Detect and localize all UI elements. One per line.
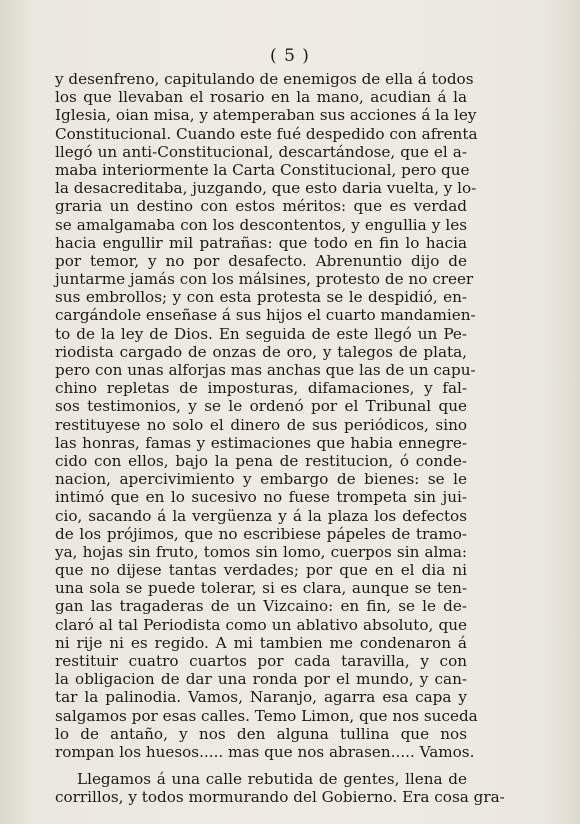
text-line: sus embrollos; y con esta protesta se le despidió, en-	[55, 288, 467, 307]
text-line: intimó que en lo sucesivo no fuese trompeta sin jui-	[55, 488, 467, 507]
text-line: gan las tragaderas de un Vizcaino: en fin, se le de-	[55, 597, 467, 616]
text-line: tar la palinodia. Vamos, Naranjo, agarra esa capa y	[55, 688, 467, 707]
text-line: chino repletas de imposturas, difamaciones, y fal-	[55, 379, 467, 398]
text-line: la desacreditaba, juzgando, que esto daria vuelta, y lo-	[55, 179, 477, 198]
text-line: ni rije ni es regido. A mi tambien me condenaron á	[55, 633, 467, 652]
text-line: y desenfreno, capitulando de enemigos de ella á todos	[55, 70, 474, 88]
text-line: juntarme jamás con los málsines, protesto de no creer	[55, 270, 474, 289]
text-line: nacion, apercivimiento y embargo de bienes: se le	[55, 470, 467, 489]
text-line: claró al tal Periodista como un ablativo absoluto, que	[55, 615, 467, 634]
page-number: ( 5 )	[270, 46, 310, 66]
text-line: sos testimonios, y se le ordenó por el Tribunal que	[55, 397, 467, 416]
text-line: cido con ellos, bajo la pena de restitucion, ó conde-	[55, 451, 467, 470]
text-line: pero con unas alforjas mas anchas que las de un capu-	[55, 361, 476, 379]
text-line: rompan los huesos..... mas que nos abrasen..... Vamos.	[55, 742, 475, 761]
text-line: Constitucional. Cuando este fué despedido con afrenta	[55, 124, 478, 143]
text-line: to de la ley de Dios. En seguida de este llegó un Pe-	[55, 324, 467, 343]
text-line: graria un destino con estos méritos: que es verdad	[55, 197, 467, 216]
body-text	[55, 70, 505, 807]
text-line: por temor, y no por desafecto. Abrenuntio dijo de	[55, 251, 467, 270]
text-line: corrillos, y todos mormurando del Gobierno. Era cosa gra-	[55, 788, 505, 807]
text-line: se amalgamaba con los descontentos, y engullia y les	[55, 215, 467, 234]
text-line: una sola se puede tolerar, si es clara, aunque se ten-	[55, 579, 467, 598]
text-line: maba interiormente la Carta Constitucional, pero que	[55, 160, 470, 179]
text-line: hacia engullir mil patrañas: que todo en fin lo hacia	[55, 233, 467, 252]
text-line: llegó un anti-Constitucional, descartándose, que el a-	[55, 142, 467, 161]
text-line: cio, sacando á la vergüenza y á la plaza los defectos	[55, 506, 467, 525]
text-line: de los prójimos, que no escribiese pápeles de tramo-	[55, 524, 467, 543]
text-line: los que llevaban el rosario en la mano, acudian á la	[55, 88, 467, 107]
text-line: que no dijese tantas verdades; por que en el dia ni	[55, 561, 467, 580]
text-line: cargándole enseñase á sus hijos el cuarto mandamien-	[55, 306, 476, 325]
text-line: restituyese no solo el dinero de sus periódicos, sino	[55, 415, 467, 434]
text-line: lo de antaño, y nos den alguna tullina que nos	[55, 724, 467, 743]
text-line: Iglesia, oian misa, y atemperaban sus acciones á la ley	[55, 106, 477, 125]
text-line: Llegamos á una calle rebutida de gentes, llena de	[77, 770, 467, 789]
text-line: la obligacion de dar una ronda por el mundo, y can-	[55, 670, 467, 689]
text-line: las honras, famas y estimaciones que habia ennegre-	[55, 433, 467, 452]
text-line: salgamos por esas calles. Temo Limon, que nos suceda	[55, 706, 478, 725]
text-line: restituir cuatro cuartos por cada taravilla, y con	[55, 652, 467, 670]
text-line: riodista cargado de onzas de oro, y talegos de plata,	[55, 342, 467, 361]
text-line: ya, hojas sin fruto, tomos sin lomo, cuerpos sin alma:	[55, 542, 467, 561]
